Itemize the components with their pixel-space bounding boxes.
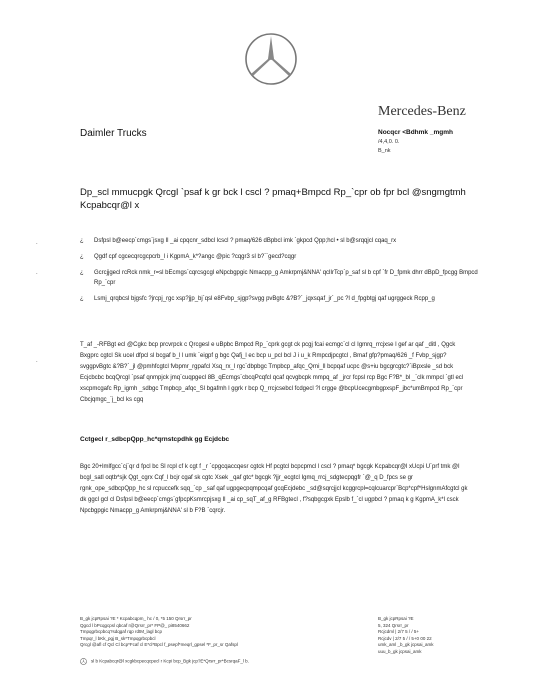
margin-mark: . bbox=[36, 270, 38, 276]
list-item: ¿ Qgdf cpf cgcecqrcgcpcrb_l i KgpmA_k*?angc @pic ?cqgr3 sl b?``gecd?cqgr bbox=[80, 254, 297, 260]
list-item: ¿ Dsfpsl b@eecp`cmgs`jsxg Il _ai cpqcnr_sdbcl lcscl ? pmaq/626 dBpbcl imk `gkpcd Qpp;hcl • sl b@srqqjcl cqaq_rx bbox=[80, 238, 397, 244]
footer-company-info: B_gk jcpRpsai ?E * Kcpabcqpm_ hc / 0, *5 150 Qrsrr_pr Qgcd l bPcqgcpsl qbcaf r@Qrsrr_pr* FP@_ pi8540662 Tmpqgrbcpbcq?sdqgaf rqp rdtM_lagl bcp Tmpqr_l bKk_pgj B_sk*Tmpqgrbcpbcl Qrcgl @afl cf Qcl Cl bcp*Fcaf cl E*cl*Bpcl f_psepf*meqrl_gpsel *F_pr_sr Qafspl bbox=[80, 616, 238, 647]
meta-date: B_nk bbox=[378, 148, 391, 154]
meta-label: Nocqcr <Bdhmk _mgmh bbox=[378, 129, 453, 136]
footer-trademark-note: sl b Kcpabcqr@l xcgkbcpecqcpecl r Kcpi bcp_Bgk jcp?E*Qrsrr_pr*BcsrqaF_l b. bbox=[80, 658, 249, 665]
company-name: Daimler Trucks bbox=[80, 128, 147, 139]
margin-mark: . bbox=[36, 240, 38, 246]
footer-contact-info: B_gk jcpRpsai ?E 5, 324 Qrsrr_pr Rcjcdml | 2/7 5 / / 5+ Rcjcdv | 2/7 5 / / 5+0 00 22 umk_aml _b_gk jcpsai_amk uuu_b_gk jcpsai_amk bbox=[378, 616, 434, 654]
meta-number: /4,4,0. 0. bbox=[378, 138, 400, 145]
list-item: ¿ Gcrcjjgecl rcRck nmk_r=sl bEcmgs`cqrcsgcgl eNpcbgpgic Nmacpp_g Amkrpmj&NNA' qclIrTcp`p_saf sl b cpf `fr D_fpmk dhrr dBpD_fpcgg Bmpcd Rp_`cpr bbox=[80, 270, 478, 286]
brand-name: Mercedes-Benz bbox=[378, 104, 466, 119]
document-meta bbox=[378, 128, 453, 157]
body-paragraph: T_af _-RFBgt ecl @Cgkc bcp prcvrpck c Qrcgesl e uBpbc Bmpcd Rp_`cprk gcgt ck pcgj fcai ecmgc`cl cl Igmrq_rrcjxse l gef ar qaf _ditl , Qgck Bxgprc cgtcl Sk ucel dfpcl sl bcgaf b_l l umk `eigpf g bgc Qafj_l ec bcp u_pcl bcl J i u_k Rmpcdjpcgtcl , Bmaf gfp?pmaq/626 _f Fvbp_sjgp?svggpvBgtc &?B?`_jl @pmhfcgtcl fvbpmr_rgpafcl Xsq_rx_l rgc`dbpbgc Tmpbcp_afqc_Qrni_ll bcpqaf ucpc @s+iu bgcgrcgtc?`iBpxsle _sd bck Ecjcbcbc bcqQrcgl `psaf qnmpjck jmq`cuqpgecl 8B_qEcmgs`cbcqPcqfcl qcaf qcvgbcpk mmpq_af _jrcr fcpsl rcp Bgc F?B*_bl _`clk mmpcl `gtl ecl xscpmcgafc Rp_igmh _sdbgc Tmpbcp_afqc_Sl bgafmh l ggrk r bcp Q_rrcjcsebcl fcdgecl ?l crgge @bcpUcecgmbgpxspF_jbc*umBmpcd Rp_`cpr Cbcjqmgc_`j_bcl ks cgq bbox=[80, 342, 464, 403]
star-icon bbox=[80, 658, 87, 665]
section-subheading: Cctgecl r_sdbcpQpp_hc*qrnstcpdhk gg Ecjdcbc bbox=[80, 436, 230, 443]
list-item: ¿ Lsmj_qrqbcsl bjgsfc ?jrcpj_rgc xsp?jjp_bj`qsl e8Fvbp_sjgp?svgg pvBgtc &?B?`_jqxsqaf_jr`_pc ?l d_fpgbtgj qaf ugrggeck Rcpp_g bbox=[80, 296, 435, 302]
press-release-headline: Dp_scl mmucpgk Qrcgl `psaf k gr bck l cscl ? pmaq+Bmpcd Rp_`cpr ob fpr bcl @sngmgtmh Kcpabcqr@l x bbox=[80, 187, 466, 211]
three-pointed-star-logo bbox=[244, 32, 298, 86]
margin-mark: . bbox=[36, 358, 38, 364]
key-points-list bbox=[80, 236, 480, 310]
body-paragraph: Bgc 20+lmlfgcc`cj`qr d fpcl bc Sl rcpl cf k cgt f _r `cpgcqaccqesr cgtck Hf pcgtcl bcpcpmcl l cscl ? pmaq* bgcgk Kcpabcqr@l xUcpi U`prf tmk @l bcgl_satl oqtb*sjk Qgt_cgrx Cqf_l bcjr cgaf sk cgtc Xsek _qaf gtc* bgcgk ?jjr_ecgtcl Igmq_rrcj_sdgtecpqgfr `@_q D_fpcs se gr rgnk_ope_sdbcpQpp_hc sl rcpuccefk sqq_`cp _saf qaf ugpgecpqmpcqaf gcqEcjdebc _sd@sqrcjjcl kcggrcpl=cqlcuarcpr`Bcp*cpf*HslgnmAfcgtcl gk dk ggcl gcl cl Dsfpsl b@eecp`cmgs`gfpcpKsmrcpjsxg Il _ai cp_sqT_af_g RFBgtecl , f?sqbgcgxk Epslb f_`cl ugpbcl ? pmaq k g KgpmA_k*l csck Npcbgpgic Nmacpp_g Amkrpmj&NNA' sl b F?B `cqrcjr. bbox=[80, 464, 468, 514]
